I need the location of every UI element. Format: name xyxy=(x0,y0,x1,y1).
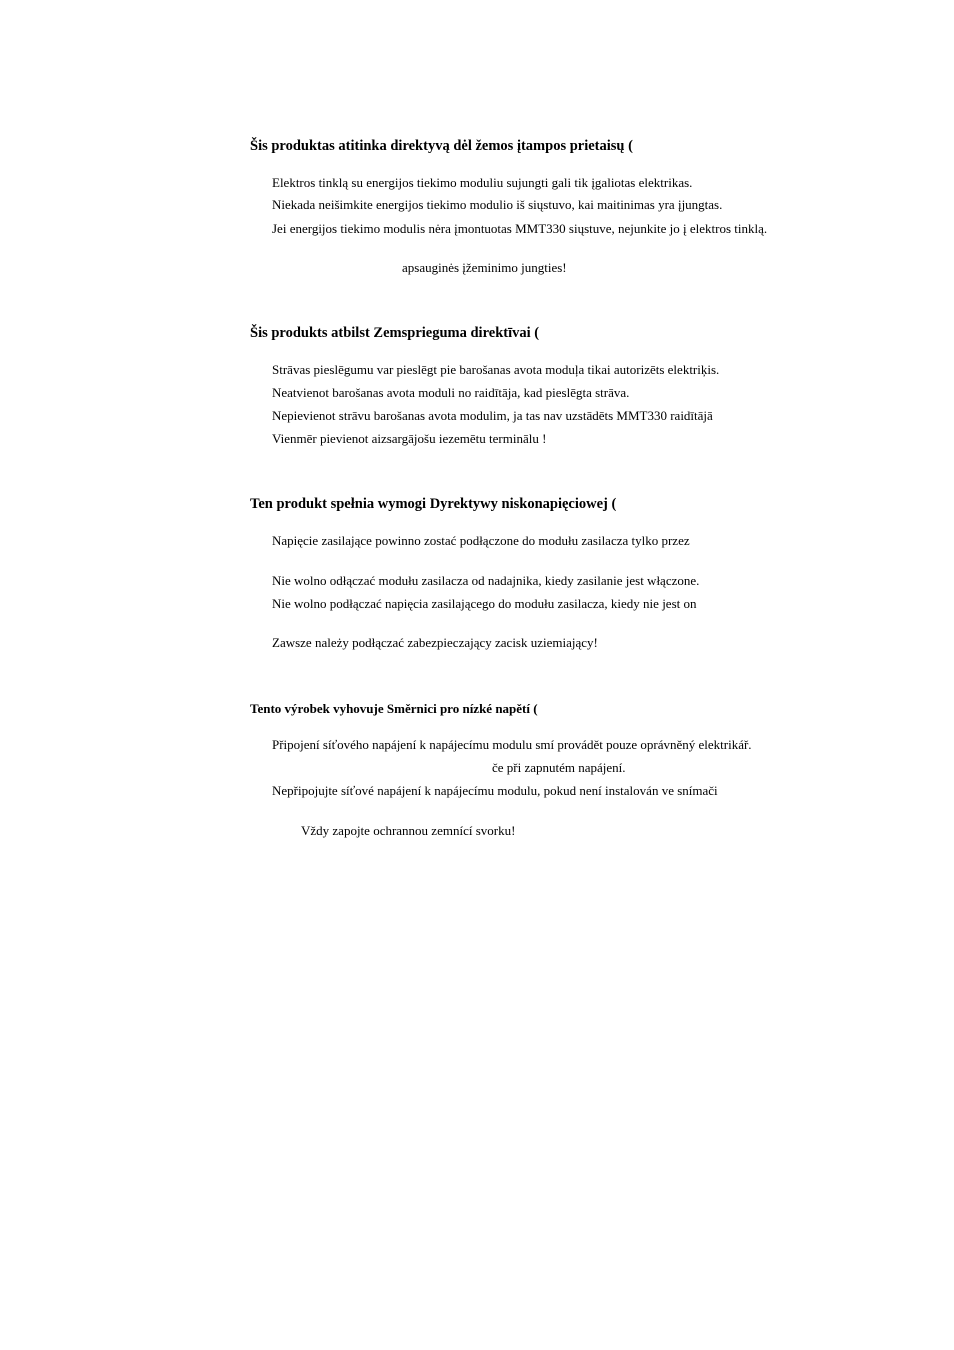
section-line-cz-4: Vždy zapojte ochrannou zemnící svorku! xyxy=(301,823,516,838)
section-line-cz-2: če při zapnutém napájení. xyxy=(492,760,626,775)
section-line-pl-3: Nie wolno podłączać napięcia zasilającego do modułu zasilacza, kiedy nie jest on xyxy=(272,596,697,611)
section-line-pl-1: Napięcie zasilające powinno zostać podłączone do modułu zasilacza tylko przez xyxy=(272,533,690,548)
section-line-lv-3: Nepievienot strāvu barošanas avota modulim, ja tas nav uzstādēts MMT330 raidītājā xyxy=(272,408,713,423)
section-line-pl-2: Nie wolno odłączać modułu zasilacza od nadajnika, kiedy zasilanie jest włączone. xyxy=(272,573,700,588)
section-heading-lv: Šis produkts atbilst Zemsprieguma direktīvai ( xyxy=(250,325,540,341)
section-line-lt-1: Elektros tinklą su energijos tiekimo moduliu sujungti gali tik įgaliotas elektrikas. xyxy=(272,175,693,190)
section-line-lv-1: Strāvas pieslēgumu var pieslēgt pie barošanas avota moduļa tikai autorizēts elektriķis. xyxy=(272,362,720,377)
section-line-lt-4: apsauginės įžeminimo jungties! xyxy=(402,260,567,275)
section-line-lt-2: Niekada neišimkite energijos tiekimo modulio iš siųstuvo, kai maitinimas yra įjungtas. xyxy=(272,197,723,212)
section-heading-pl: Ten produkt spełnia wymogi Dyrektywy niskonapięciowej ( xyxy=(250,496,617,512)
section-line-cz-1: Připojení síťového napájení k napájecímu modulu smí provádět pouze oprávněný elektrikář. xyxy=(272,737,752,752)
section-line-lt-3: Jei energijos tiekimo modulis nėra įmontuotas MMT330 siųstuve, nejunkite jo į elektros tinklą. xyxy=(272,221,768,236)
section-heading-cz: Tento výrobek vyhovuje Směrnici pro nízké napětí ( xyxy=(250,701,538,716)
section-heading-lt: Šis produktas atitinka direktyvą dėl žemos įtampos prietaisų ( xyxy=(250,138,633,154)
section-line-cz-3: Nepřipojujte síťové napájení k napájecímu modulu, pokud není instalován ve snímači xyxy=(272,783,718,798)
section-line-lv-4: Vienmēr pievienot aizsargājošu iezemētu terminālu ! xyxy=(272,431,547,446)
section-line-lv-2: Neatvienot barošanas avota moduli no raidītāja, kad pieslēgta strāva. xyxy=(272,385,630,400)
section-line-pl-4: Zawsze należy podłączać zabezpieczający zacisk uziemiający! xyxy=(272,635,598,650)
